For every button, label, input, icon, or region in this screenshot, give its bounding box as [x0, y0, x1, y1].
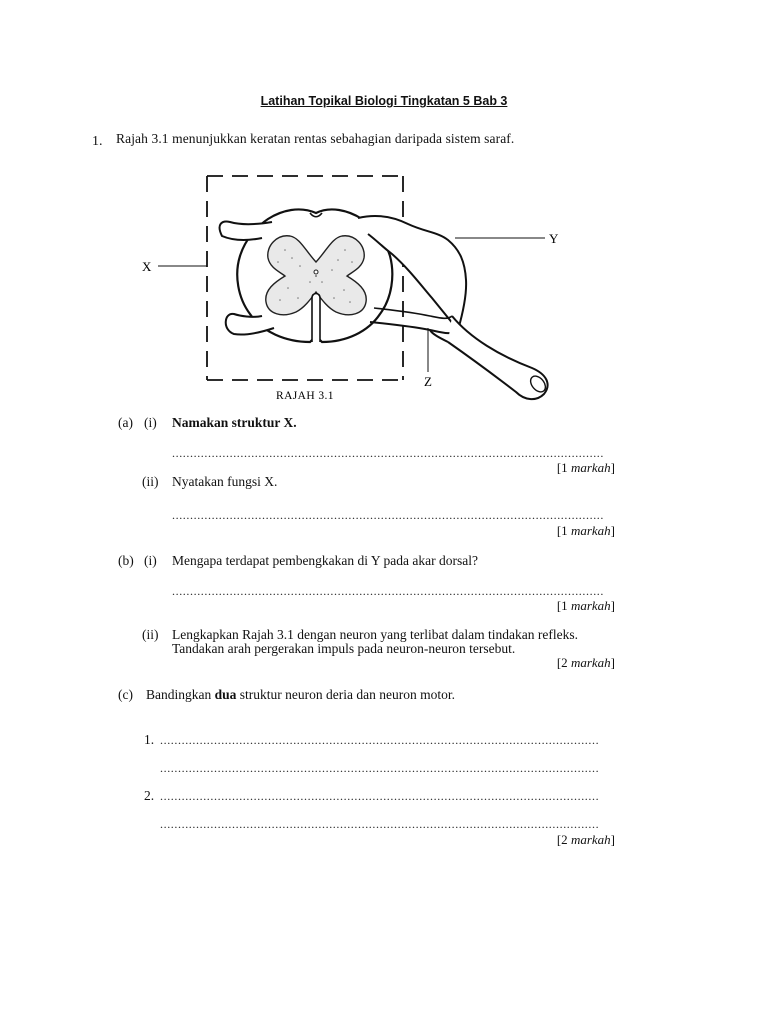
answer-line-c-1b[interactable]: ..........................................................................................................................	[160, 761, 600, 775]
part-a-ii-question: Nyatakan fungsi X.	[172, 474, 278, 489]
label-z: Z	[424, 374, 432, 389]
answer-line-b-i[interactable]: ........................................................................................................................	[172, 584, 604, 598]
spinal-cord-diagram	[130, 165, 580, 410]
diagram-caption: RAJAH 3.1	[276, 390, 334, 402]
part-b-i-question: Mengapa terdapat pembengkakan di Y pada akar dorsal?	[172, 553, 478, 568]
part-c-item1-num: 1.	[144, 732, 155, 747]
answer-line-c-1a[interactable]: ..........................................................................................................................	[160, 733, 600, 747]
part-a-i-question: Namakan struktur X.	[172, 415, 297, 430]
answer-line-c-2a[interactable]: ..........................................................................................................................	[160, 789, 600, 803]
part-c-item2-num: 2.	[144, 788, 155, 803]
part-b-ii-line1: Lengkapkan Rajah 3.1 dengan neuron yang terlibat dalam tindakan refleks.	[172, 627, 578, 642]
marks-a-i: [1 markah]	[556, 460, 615, 475]
answer-line-a-ii[interactable]: ........................................................................................................................	[172, 508, 604, 522]
part-a-i-num: (i)	[144, 415, 157, 430]
page-title: Latihan Topikal Biologi Tingkatan 5 Bab 3	[260, 94, 508, 108]
marks-b-ii: [2 markah]	[556, 655, 615, 670]
label-x: X	[142, 259, 152, 274]
part-b-i-num: (i)	[144, 553, 157, 568]
part-c-question: Bandingkan dua struktur neuron deria dan neuron motor.	[146, 687, 455, 702]
part-a-ii-num: (ii)	[142, 474, 159, 489]
answer-line-a-i[interactable]: ........................................................................................................................	[172, 446, 604, 460]
marks-b-i: [1 markah]	[556, 598, 615, 613]
central-canal	[314, 270, 318, 274]
answer-line-c-2b[interactable]: ..........................................................................................................................	[160, 817, 600, 831]
part-b-label: (b)	[118, 553, 134, 568]
right-ventral-root	[370, 322, 458, 333]
marks-c: [2 markah]	[556, 832, 615, 847]
marks-a-ii: [1 markah]	[556, 523, 615, 538]
part-a-label: (a)	[118, 415, 133, 430]
label-y: Y	[549, 231, 559, 246]
part-b-ii-num: (ii)	[142, 627, 159, 642]
question-intro: Rajah 3.1 menunjukkan keratan rentas sebahagian daripada sistem saraf.	[116, 131, 515, 146]
ventral-fissure	[312, 294, 320, 343]
question-number: 1.	[92, 134, 103, 149]
part-b-ii-line2: Tandakan arah pergerakan impuls pada neuron-neuron tersebut.	[172, 641, 516, 656]
part-c-label: (c)	[118, 687, 133, 702]
part-c-emphasis: dua	[214, 687, 237, 702]
